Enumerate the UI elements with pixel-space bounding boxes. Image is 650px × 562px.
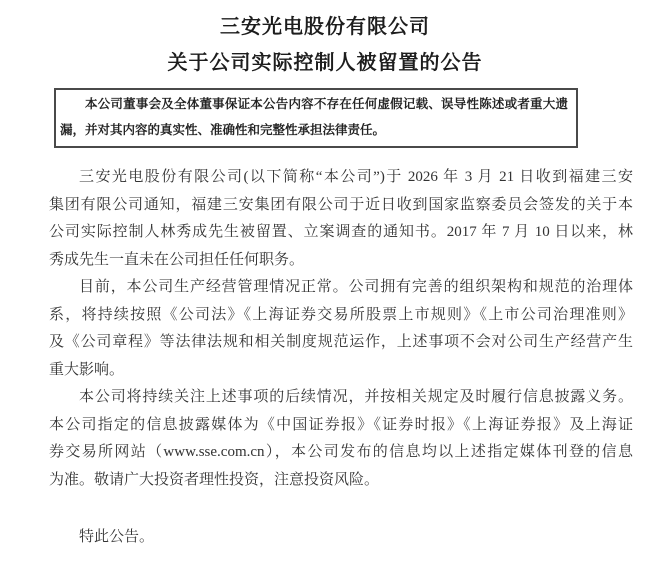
disclaimer-line: 漏，并对其内容的真实性、准确性和完整性承担法律责任。 (60, 123, 386, 137)
page-title-company: 三安光电股份有限公司 (220, 16, 430, 38)
paragraph-line: 及《公司章程》等法律法规和相关制度规范运作，上述事项不会对公司生产经营产生 (49, 334, 633, 350)
page-title-subject: 关于公司实际控制人被留置的公告 (167, 52, 483, 74)
paragraph-line: 集团有限公司通知，福建三安集团有限公司于近日收到国家监察委员会签发的关于本 (49, 196, 633, 213)
paragraph-line: 本公司指定的信息披露媒体为《中国证券报》《证券时报》《上海证券报》及上海证 (49, 416, 633, 433)
paragraph-line: 公司实际控制人林秀成先生被留置、立案调查的通知书。2017 年 7 月 10 日以来，林 (49, 224, 633, 240)
paragraph-line: 系，将持续按照《公司法》《上海证券交易所股票上市规则》《上市公司治理准则》 (49, 306, 633, 323)
paragraph-line: 本公司将持续关注上述事项的后续情况，并按相关规定及时履行信息披露义务。 (79, 389, 633, 405)
disclaimer-line: 本公司董事会及全体董事保证本公告内容不存在任何虚假记载、误导性陈述或者重大遗 (85, 97, 568, 111)
document-body (49, 164, 633, 552)
paragraph-line: 秀成先生一直未在公司担任任何职务。 (49, 251, 305, 268)
disclaimer-box (54, 88, 578, 148)
paragraph-line: 目前，本公司生产经营管理情况正常。公司拥有完善的组织架构和规范的治理体 (79, 279, 633, 295)
paragraph-line: 为准。敬请广大投资者理性投资，注意投资风险。 (49, 471, 380, 488)
closing-line: 特此公告。 (79, 529, 155, 545)
paragraph-line: 重大影响。 (49, 361, 125, 378)
paragraph-line: 三安光电股份有限公司(以下简称“本公司”)于 2026 年 3 月 21 日收到福建三安 (79, 169, 633, 185)
paragraph-line: 券交易所网站（www.sse.com.cn），本公司发布的信息均以上述指定媒体刊登的信息 (49, 444, 633, 460)
